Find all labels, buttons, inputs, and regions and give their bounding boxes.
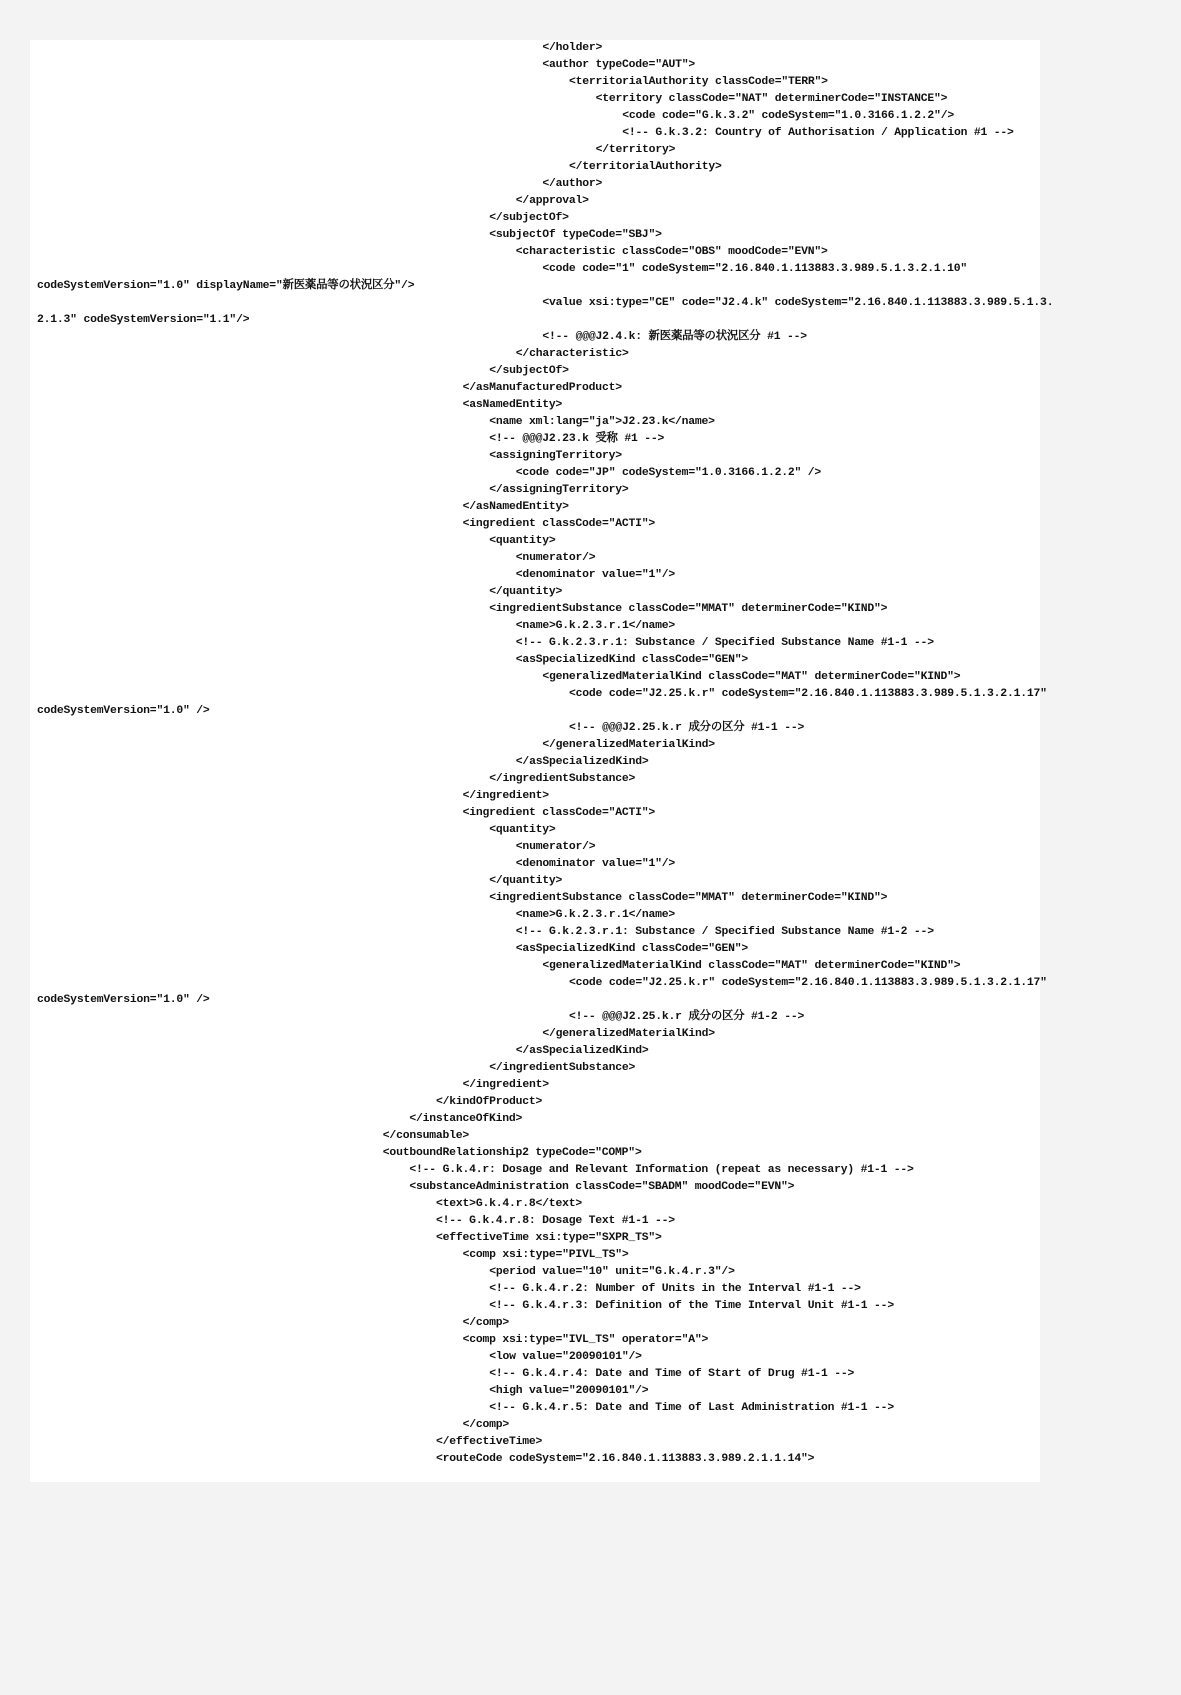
xml-line: <quantity> xyxy=(489,824,556,836)
xml-line: </holder> xyxy=(542,42,603,54)
xml-line: </subjectOf> xyxy=(489,365,569,377)
xml-line: <code code="JP" codeSystem="1.0.3166.1.2.2" /> xyxy=(515,467,822,479)
xml-line: <code code="1" codeSystem="2.16.840.1.113883.3.989.5.1.3.2.1.10" xyxy=(542,263,968,275)
xml-line: <code code="J2.25.k.r" codeSystem="2.16.840.1.113883.3.989.5.1.3.2.1.17" xyxy=(569,977,1047,989)
xml-line: <territory classCode="NAT" determinerCode="INSTANCE"> xyxy=(595,93,948,105)
xml-line: </generalizedMaterialKind> xyxy=(542,739,715,751)
xml-line: <territorialAuthority classCode="TERR"> xyxy=(569,76,828,88)
xml-line: </territorialAuthority> xyxy=(569,161,722,173)
xml-listing xyxy=(37,40,1053,1468)
xml-line-wrapped: 2.1.3" codeSystemVersion="1.1"/> xyxy=(37,314,250,326)
xml-line: </ingredient> xyxy=(462,1079,549,1091)
xml-line: <period value="10" unit="G.k.4.r.3"/> xyxy=(489,1266,735,1278)
xml-line-wrapped: codeSystemVersion="1.0" displayName="新医薬品等の状況区分"/> xyxy=(37,280,415,292)
xml-line: <generalizedMaterialKind classCode="MAT" determinerCode="KIND"> xyxy=(542,671,961,683)
xml-line: <asSpecializedKind classCode="GEN"> xyxy=(515,654,749,666)
xml-line: <!-- G.k.4.r.3: Definition of the Time Interval Unit #1-1 --> xyxy=(489,1300,894,1312)
xml-line: <!-- G.k.2.3.r.1: Substance / Specified Substance Name #1-1 --> xyxy=(515,637,934,649)
xml-line: <numerator/> xyxy=(515,552,596,564)
xml-line: <text>G.k.4.r.8</text> xyxy=(436,1198,582,1210)
xml-line: </effectiveTime> xyxy=(436,1436,543,1448)
xml-line: </comp> xyxy=(462,1317,510,1329)
xml-line: </ingredientSubstance> xyxy=(489,773,636,785)
xml-line: <!-- @@@J2.25.k.r 成分の区分 #1-2 --> xyxy=(569,1011,805,1023)
xml-line: <value xsi:type="CE" code="J2.4.k" codeSystem="2.16.840.1.113883.3.989.5.1.3. xyxy=(542,297,1054,309)
xml-line: </author> xyxy=(542,178,603,190)
xml-line: <code code="J2.25.k.r" codeSystem="2.16.840.1.113883.3.989.5.1.3.2.1.17" xyxy=(569,688,1047,700)
xml-line: <generalizedMaterialKind classCode="MAT" determinerCode="KIND"> xyxy=(542,960,961,972)
xml-line: </asSpecializedKind> xyxy=(515,756,649,768)
xml-line: <asSpecializedKind classCode="GEN"> xyxy=(515,943,749,955)
xml-line: <name>G.k.2.3.r.1</name> xyxy=(515,909,676,921)
xml-line: <!-- @@@J2.4.k: 新医薬品等の状況区分 #1 --> xyxy=(542,331,807,343)
xml-line: <!-- G.k.4.r.5: Date and Time of Last Administration #1-1 --> xyxy=(489,1402,894,1414)
xml-line: <author typeCode="AUT"> xyxy=(542,59,696,71)
xml-line: <assigningTerritory> xyxy=(489,450,622,462)
xml-line: </subjectOf> xyxy=(489,212,569,224)
xml-line: <!-- G.k.4.r.8: Dosage Text #1-1 --> xyxy=(436,1215,675,1227)
xml-line: <low value="20090101"/> xyxy=(489,1351,642,1363)
xml-line: <quantity> xyxy=(489,535,556,547)
xml-line: <!-- G.k.4.r.2: Number of Units in the Interval #1-1 --> xyxy=(489,1283,861,1295)
xml-line: <asNamedEntity> xyxy=(462,399,563,411)
xml-line: </quantity> xyxy=(489,586,563,598)
xml-line: </asManufacturedProduct> xyxy=(462,382,622,394)
xml-line: </asSpecializedKind> xyxy=(515,1045,649,1057)
xml-line: <!-- G.k.3.2: Country of Authorisation / Application #1 --> xyxy=(622,127,1014,139)
xml-line-wrapped: codeSystemVersion="1.0" /> xyxy=(37,994,210,1006)
xml-line: </ingredient> xyxy=(462,790,549,802)
xml-line: <subjectOf typeCode="SBJ"> xyxy=(489,229,662,241)
xml-line: <characteristic classCode="OBS" moodCode="EVN"> xyxy=(515,246,828,258)
xml-line: <ingredientSubstance classCode="MMAT" determinerCode="KIND"> xyxy=(489,892,888,904)
xml-line: <ingredient classCode="ACTI"> xyxy=(462,807,656,819)
xml-line: <denominator value="1"/> xyxy=(515,569,676,581)
xml-line: <!-- G.k.2.3.r.1: Substance / Specified Substance Name #1-2 --> xyxy=(515,926,934,938)
xml-line: </comp> xyxy=(462,1419,510,1431)
xml-line: <ingredientSubstance classCode="MMAT" determinerCode="KIND"> xyxy=(489,603,888,615)
xml-line: <code code="G.k.3.2" codeSystem="1.0.3166.1.2.2"/> xyxy=(622,110,954,122)
xml-line: <numerator/> xyxy=(515,841,596,853)
xml-line: </ingredientSubstance> xyxy=(489,1062,636,1074)
xml-line: <!-- @@@J2.23.k 受称 #1 --> xyxy=(489,433,665,445)
xml-line: </generalizedMaterialKind> xyxy=(542,1028,715,1040)
xml-line: </territory> xyxy=(595,144,676,156)
xml-line: <comp xsi:type="PIVL_TS"> xyxy=(462,1249,629,1261)
xml-line: <routeCode codeSystem="2.16.840.1.113883.3.989.2.1.1.14"> xyxy=(436,1453,815,1465)
xml-line: <high value="20090101"/> xyxy=(489,1385,649,1397)
document-page xyxy=(30,40,1054,1482)
xml-line: <outboundRelationship2 typeCode="COMP"> xyxy=(382,1147,642,1159)
xml-line: <denominator value="1"/> xyxy=(515,858,676,870)
xml-line: <effectiveTime xsi:type="SXPR_TS"> xyxy=(436,1232,662,1244)
xml-line-wrapped: codeSystemVersion="1.0" /> xyxy=(37,705,210,717)
xml-line: </quantity> xyxy=(489,875,563,887)
xml-line: <name>G.k.2.3.r.1</name> xyxy=(515,620,676,632)
xml-line: </assigningTerritory> xyxy=(489,484,629,496)
xml-line: <!-- G.k.4.r: Dosage and Relevant Information (repeat as necessary) #1-1 --> xyxy=(409,1164,914,1176)
xml-line: </asNamedEntity> xyxy=(462,501,569,513)
xml-line: <substanceAdministration classCode="SBADM" moodCode="EVN"> xyxy=(409,1181,795,1193)
xml-line: </kindOfProduct> xyxy=(436,1096,543,1108)
xml-line: <ingredient classCode="ACTI"> xyxy=(462,518,656,530)
xml-line: <!-- @@@J2.25.k.r 成分の区分 #1-1 --> xyxy=(569,722,805,734)
xml-line: <name xml:lang="ja">J2.23.k</name> xyxy=(489,416,715,428)
xml-line: <comp xsi:type="IVL_TS" operator="A"> xyxy=(462,1334,709,1346)
xml-line: </consumable> xyxy=(382,1130,470,1142)
xml-line: </instanceOfKind> xyxy=(409,1113,523,1125)
xml-line: </approval> xyxy=(515,195,589,207)
xml-line: <!-- G.k.4.r.4: Date and Time of Start of Drug #1-1 --> xyxy=(489,1368,855,1380)
xml-line: </characteristic> xyxy=(515,348,629,360)
